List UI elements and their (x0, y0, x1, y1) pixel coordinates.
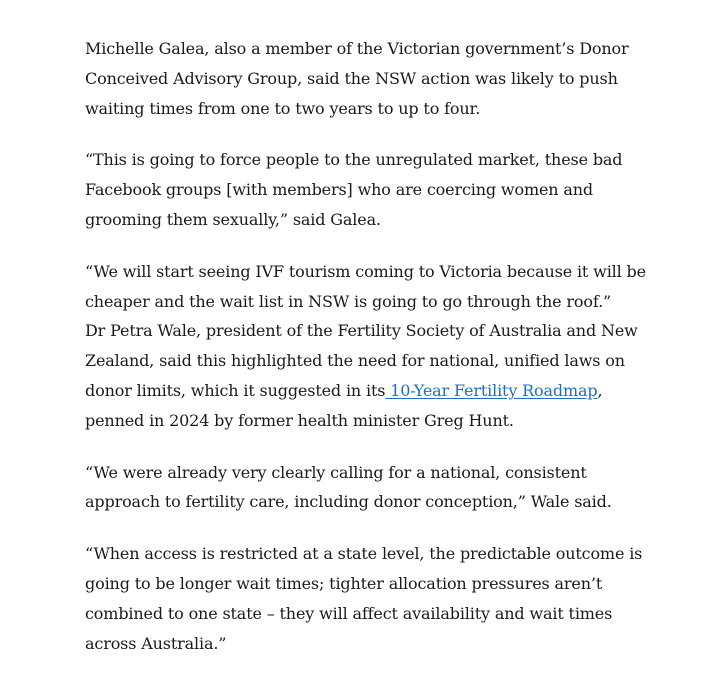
paragraph-wale-text-after-link: , penned in 2024 by former health minister Greg Hunt. (85, 380, 603, 430)
paragraph-wale-national-laws (85, 316, 650, 435)
paragraph-galea-waiting-times: Michelle Galea, also a member of the Victorian government’s Donor Conceived Advisory Group, said the NSW action was likely to push waiting times from one to two years to up to four. (85, 39, 629, 118)
paragraph-wale-text-before-link: Dr Petra Wale, president of the Fertility Society of Australia and New Zealand, said this highlighted the need for national, unified laws on donor limits, which it suggested in its (85, 321, 638, 400)
paragraph-galea-quote-unregulated-market: “This is going to force people to the unregulated market, these bad Facebook groups [with members] who are coercing women and grooming them sexually,” said Galea. (85, 150, 623, 229)
paragraph-wale-quote-state-restrictions: “When access is restricted at a state level, the predictable outcome is going to be longer wait times; tighter allocation pressures aren’t combined to one state – they will affect availability and wait times across Australia.” (85, 544, 643, 653)
paragraph-wale-quote-national-approach: “We were already very clearly calling for a national, consistent approach to fertility care, including donor conception,” Wale said. (85, 462, 612, 512)
fertility-roadmap-link[interactable]: 10-Year Fertility Roadmap (385, 380, 598, 400)
paragraph-galea-quote-ivf-tourism: “We will start seeing IVF tourism coming to Victoria because it will be cheaper and the wait list in NSW is going to go through the roof.” (85, 261, 646, 311)
article-body (85, 34, 650, 680)
